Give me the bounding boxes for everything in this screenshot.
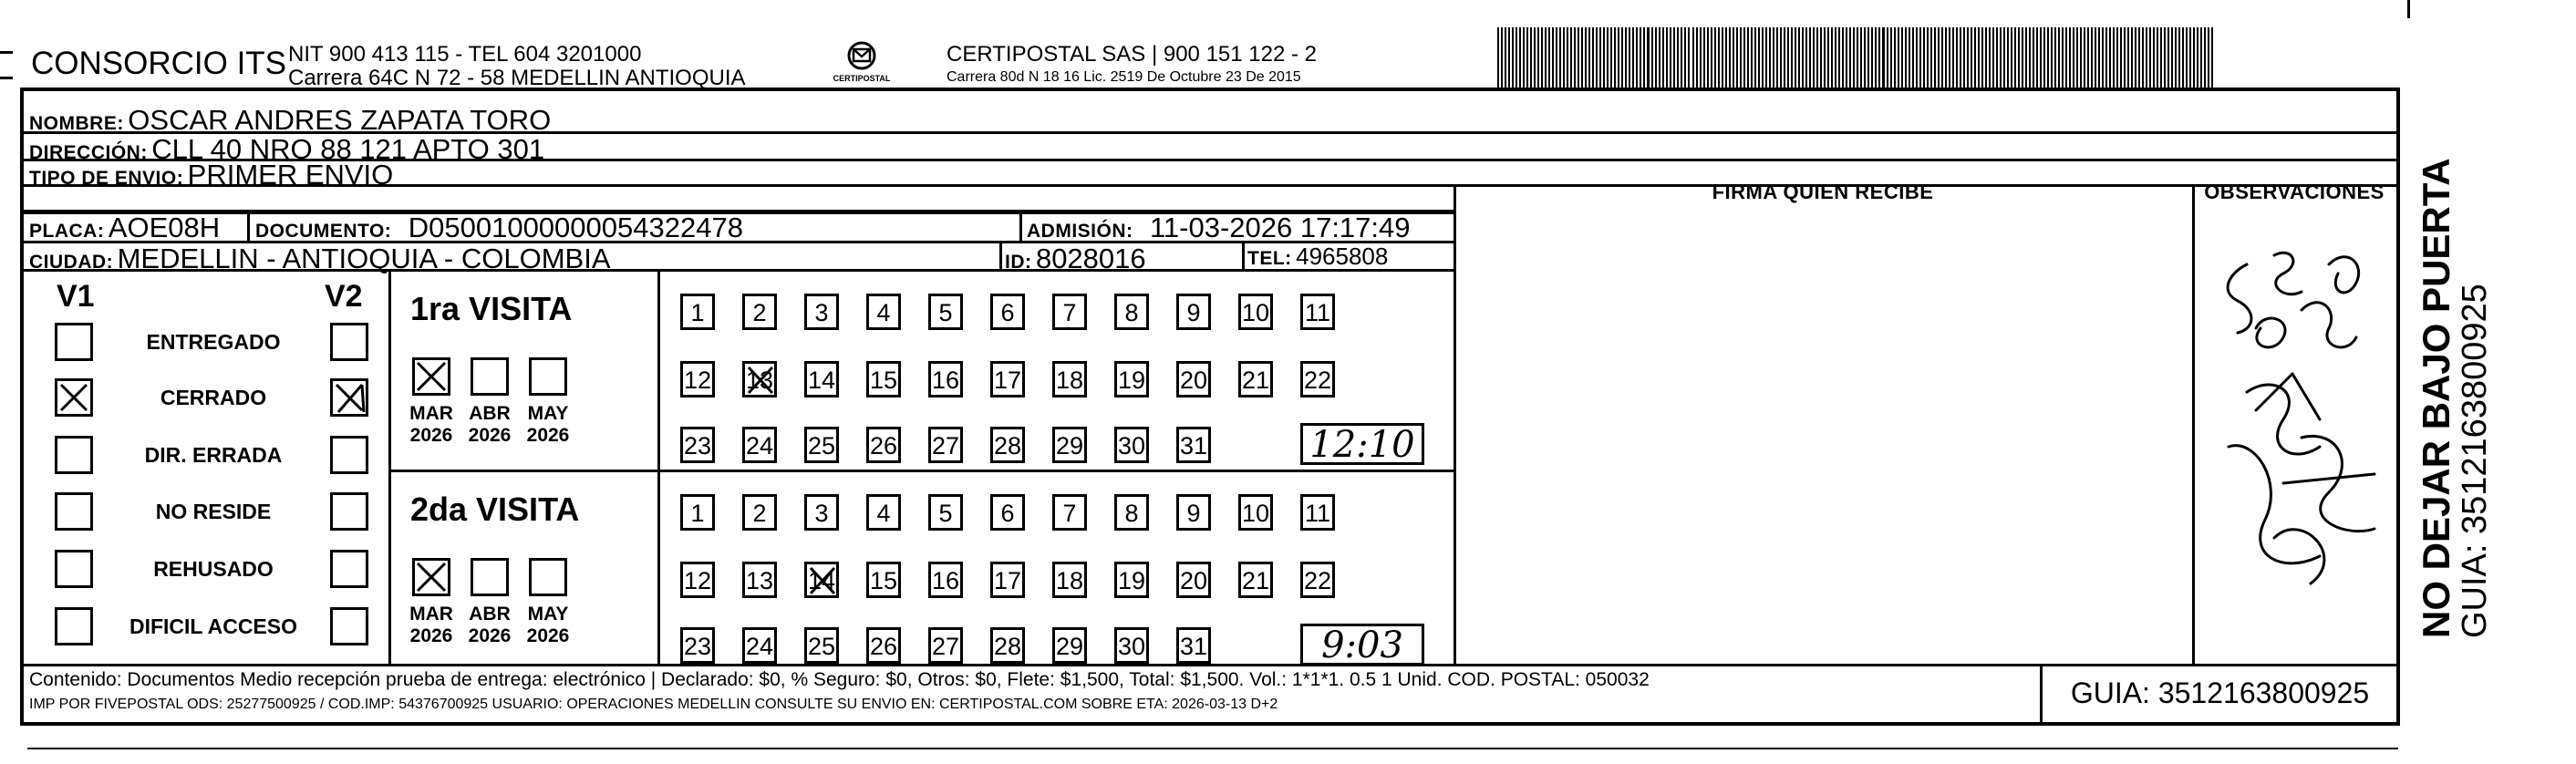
tel-label: TEL:: [1247, 248, 1292, 269]
footer-contenido: Contenido: Documentos Medio recepción prueba de entrega: electrónico | Declarado: $0, % Seguro: $0, Otros: $0, Flete: $1,500, Total: $1,500. Vol.: 1*1*1. 0.5 1 Unid. COD. POSTAL: 050032: [29, 669, 1650, 690]
day-box[interactable]: [990, 562, 1025, 598]
day-number: 29: [1055, 633, 1084, 660]
day-box[interactable]: [866, 427, 901, 463]
day-number: 10: [1241, 299, 1270, 326]
v2-checkbox[interactable]: [330, 378, 368, 417]
day-number: 23: [683, 633, 712, 660]
day-box[interactable]: [742, 562, 777, 598]
day-box[interactable]: [866, 294, 901, 330]
handwritten-signature: [2192, 210, 2396, 664]
month-name: ABR: [469, 604, 511, 625]
day-box[interactable]: [1114, 562, 1149, 598]
day-box[interactable]: [1176, 361, 1211, 397]
day-box[interactable]: [742, 427, 777, 463]
day-number: 9: [1186, 500, 1201, 527]
direccion-label: DIRECCIÓN:: [29, 142, 148, 163]
nombre-value: OSCAR ANDRES ZAPATA TORO: [128, 104, 552, 136]
day-box[interactable]: [1114, 627, 1149, 664]
day-box[interactable]: [742, 494, 777, 531]
day-box[interactable]: [1238, 361, 1273, 397]
day-number: 11: [1304, 299, 1331, 326]
day-box[interactable]: [1238, 294, 1273, 330]
day-number: 31: [1179, 633, 1208, 660]
certipostal-address: Carrera 80d N 18 16 Lic. 2519 De Octubre 23 De 2015: [947, 69, 1301, 85]
nit-line: NIT 900 413 115 - TEL 604 3201000: [288, 42, 642, 67]
day-box[interactable]: [1114, 427, 1149, 463]
month-checkbox[interactable]: [412, 357, 450, 396]
month-year: 2026: [409, 425, 453, 446]
month-year: 2026: [526, 425, 570, 446]
month-label: [521, 403, 575, 447]
status-option-label: ENTREGADO: [146, 330, 281, 354]
company-address: Carrera 64C N 72 - 58 MEDELLIN ANTIOQUIA: [288, 66, 746, 90]
day-number: 26: [869, 633, 898, 660]
day-box[interactable]: [1300, 494, 1335, 531]
day-box[interactable]: [866, 494, 901, 531]
day-number: 6: [1000, 500, 1015, 527]
day-number: 8: [1124, 299, 1139, 326]
tipo-envio-label: TIPO DE ENVIO:: [29, 168, 184, 189]
day-box[interactable]: [1176, 427, 1211, 463]
day-number: 17: [993, 567, 1022, 594]
day-number: 16: [931, 567, 960, 594]
day-crossed-mark: [745, 364, 776, 397]
day-box[interactable]: [1114, 494, 1149, 531]
month-label: [521, 604, 575, 647]
month-name: MAY: [527, 604, 569, 625]
day-box[interactable]: [680, 627, 715, 664]
v1-header: V1: [57, 279, 95, 314]
day-box[interactable]: [1300, 294, 1335, 330]
day-box[interactable]: [680, 494, 715, 531]
day-number: 22: [1303, 367, 1332, 394]
certipostal-line: CERTIPOSTAL SAS | 900 151 122 - 2: [947, 42, 1317, 67]
month-label: [462, 403, 517, 447]
barcode: [1495, 27, 2216, 91]
day-box[interactable]: [990, 494, 1025, 531]
day-number: 2: [752, 299, 767, 326]
status-option-label: CERRADO: [160, 386, 267, 409]
day-box[interactable]: [742, 361, 777, 397]
v2-checkbox[interactable]: [330, 323, 368, 361]
v1-checkbox[interactable]: [55, 378, 93, 417]
day-box[interactable]: [1052, 562, 1087, 598]
day-number: 18: [1055, 567, 1084, 594]
status-option-label: DIR. ERRADA: [144, 443, 283, 467]
day-box[interactable]: [804, 562, 839, 598]
day-number: 25: [807, 432, 836, 459]
day-number: 29: [1055, 432, 1084, 459]
day-number: 11: [1304, 500, 1331, 527]
day-number: 20: [1179, 367, 1208, 394]
admision-label: ADMISIÓN:: [1027, 221, 1133, 242]
day-box[interactable]: [1176, 562, 1211, 598]
month-label: [404, 604, 459, 647]
day-number: 6: [1000, 299, 1015, 326]
day-box[interactable]: [1300, 562, 1335, 598]
logo-text: CERTIPOSTAL: [833, 74, 891, 83]
day-box[interactable]: [804, 627, 839, 664]
day-number: 5: [938, 299, 953, 326]
visit-title: 1ra VISITA: [410, 290, 573, 327]
day-number: 13: [745, 367, 774, 394]
footer-imp: IMP POR FIVEPOSTAL ODS: 25277500925 / COD.IMP: 54376700925 USUARIO: OPERACIONES MEDELLIN CONSULTE SU ENVIO EN: CERTIPOSTAL.COM SOBRE ETA: 2026-03-13 D+2: [29, 697, 1278, 712]
firma-header: FIRMA QUIEN RECIBE: [1712, 181, 1934, 203]
day-box[interactable]: [1114, 294, 1149, 330]
day-box[interactable]: [742, 294, 777, 330]
day-number: 12: [683, 367, 712, 394]
day-number: 19: [1117, 567, 1146, 594]
day-number: 5: [938, 500, 953, 527]
day-number: 30: [1117, 432, 1146, 459]
day-number: 3: [814, 500, 829, 527]
day-number: 21: [1241, 567, 1270, 594]
day-box[interactable]: [1176, 494, 1211, 531]
day-box[interactable]: [804, 494, 839, 531]
ciudad-label: CIUDAD:: [29, 252, 114, 273]
v2-checkbox[interactable]: [330, 607, 368, 645]
day-box[interactable]: [1052, 294, 1087, 330]
month-label: [462, 604, 517, 647]
day-box[interactable]: [1052, 361, 1087, 397]
v1-checkbox[interactable]: [55, 436, 93, 474]
day-box[interactable]: [680, 562, 715, 598]
day-box[interactable]: [866, 562, 901, 598]
admision-value: 11-03-2026 17:17:49: [1149, 212, 1411, 243]
day-number: 21: [1241, 367, 1270, 394]
day-box[interactable]: [1176, 294, 1211, 330]
visit-time-handwritten: 12:10: [1300, 423, 1424, 465]
day-number: 3: [814, 299, 829, 326]
nombre-label: NOMBRE:: [29, 113, 124, 134]
day-number: 4: [876, 299, 891, 326]
day-number: 7: [1062, 500, 1077, 527]
day-box[interactable]: [866, 627, 901, 664]
day-number: 22: [1303, 567, 1332, 594]
month-year: 2026: [409, 625, 453, 646]
id-label: ID:: [1005, 252, 1032, 273]
v2-header: V2: [325, 279, 363, 314]
day-number: 14: [807, 367, 836, 394]
day-box[interactable]: [1052, 627, 1087, 664]
month-name: ABR: [469, 403, 511, 424]
month-year: 2026: [526, 625, 570, 646]
status-option-label: DIFICIL ACCESO: [129, 614, 297, 638]
footer-guia: GUIA: 3512163800925: [2070, 676, 2370, 709]
day-number: 17: [993, 367, 1022, 394]
day-number: 18: [1055, 367, 1084, 394]
day-box[interactable]: [928, 294, 963, 330]
day-box[interactable]: [680, 294, 715, 330]
day-box[interactable]: [990, 361, 1025, 397]
month-year: 2026: [468, 425, 512, 446]
month-name: MAY: [527, 403, 569, 424]
day-number: 20: [1179, 567, 1208, 594]
month-checkbox[interactable]: [471, 558, 509, 596]
day-box[interactable]: [804, 427, 839, 463]
side-guia: GUIA: 3512163800925: [2456, 284, 2494, 638]
visit-time-handwritten: 9:03: [1300, 624, 1424, 666]
day-box[interactable]: [866, 361, 901, 397]
day-box[interactable]: [990, 627, 1025, 664]
day-number: 15: [869, 367, 898, 394]
day-box[interactable]: [1052, 494, 1087, 531]
month-checkbox[interactable]: [412, 558, 450, 596]
documento-value: D05001000000054322478: [408, 212, 743, 243]
month-year: 2026: [468, 625, 512, 646]
day-box[interactable]: [1238, 494, 1273, 531]
day-box[interactable]: [928, 427, 963, 463]
day-number: 26: [869, 432, 898, 459]
day-number: 27: [931, 633, 960, 660]
v2-checkbox[interactable]: [330, 550, 368, 588]
no-dejar-bajo-puerta: NO DEJAR BAJO PUERTA: [2415, 158, 2457, 638]
day-number: 28: [993, 432, 1022, 459]
day-number: 25: [807, 633, 836, 660]
month-checkbox[interactable]: [529, 558, 567, 596]
v2-checkbox[interactable]: [330, 492, 368, 531]
observaciones-header: OBSERVACIONES: [2204, 181, 2385, 203]
day-number: 27: [931, 432, 960, 459]
day-number: 28: [993, 633, 1022, 660]
day-number: 31: [1179, 432, 1208, 459]
month-checkbox[interactable]: [471, 357, 509, 396]
documento-label: DOCUMENTO:: [255, 221, 392, 242]
tipo-envio-value: PRIMER ENVIO: [187, 159, 394, 191]
id-value: 8028016: [1035, 243, 1146, 274]
day-number: 14: [807, 567, 836, 594]
day-box[interactable]: [1052, 427, 1087, 463]
day-box[interactable]: [1114, 361, 1149, 397]
envelope-icon: [843, 40, 881, 71]
status-option-label: REHUSADO: [153, 557, 274, 581]
day-box[interactable]: [1176, 627, 1211, 664]
day-number: 9: [1186, 299, 1201, 326]
day-box[interactable]: [990, 294, 1025, 330]
day-number: 12: [683, 567, 712, 594]
day-number: 30: [1117, 633, 1146, 660]
day-number: 16: [931, 367, 960, 394]
day-number: 8: [1124, 500, 1139, 527]
day-number: 19: [1117, 367, 1146, 394]
day-number: 4: [876, 500, 891, 527]
day-number: 13: [745, 567, 774, 594]
v1-checkbox[interactable]: [55, 550, 93, 588]
day-box[interactable]: [742, 627, 777, 664]
visit-title: 2da VISITA: [410, 490, 580, 528]
day-box[interactable]: [1300, 361, 1335, 397]
day-number: 2: [752, 500, 767, 527]
side-text: [2416, 158, 2493, 638]
month-checkbox[interactable]: [529, 357, 567, 396]
day-number: 7: [1062, 299, 1077, 326]
day-box[interactable]: [928, 627, 963, 664]
placa-label: PLACA:: [29, 221, 105, 242]
day-box[interactable]: [804, 361, 839, 397]
day-number: 1: [690, 299, 705, 326]
v1-checkbox[interactable]: [55, 607, 93, 645]
day-crossed-mark: [807, 564, 838, 597]
month-label: [404, 403, 459, 447]
v1-checkbox[interactable]: [55, 323, 93, 361]
day-box[interactable]: [928, 361, 963, 397]
v2-checkbox[interactable]: [330, 436, 368, 474]
ciudad-value: MEDELLIN - ANTIOQUIA - COLOMBIA: [117, 243, 611, 274]
day-number: 1: [690, 500, 705, 527]
v1-checkbox[interactable]: [55, 492, 93, 531]
placa-value: AOE08H: [108, 212, 221, 243]
day-box[interactable]: [680, 361, 715, 397]
day-box[interactable]: [680, 427, 715, 463]
day-box[interactable]: [804, 294, 839, 330]
day-box[interactable]: [928, 494, 963, 531]
tel-value: 4965808: [1296, 243, 1389, 270]
day-number: 10: [1241, 500, 1270, 527]
direccion-value: CLL 40 NRO 88 121 APTO 301: [151, 133, 545, 165]
day-box[interactable]: [928, 562, 963, 598]
status-option-label: NO RESIDE: [155, 500, 272, 523]
day-box[interactable]: [1238, 562, 1273, 598]
certipostal-logo: [825, 40, 898, 86]
month-name: MAR: [409, 403, 453, 424]
day-number: 24: [745, 633, 774, 660]
day-number: 23: [683, 432, 712, 459]
day-box[interactable]: [990, 427, 1025, 463]
day-number: 15: [869, 567, 898, 594]
company-name: CONSORCIO ITS: [31, 46, 287, 81]
day-number: 24: [745, 432, 774, 459]
month-name: MAR: [409, 604, 453, 625]
